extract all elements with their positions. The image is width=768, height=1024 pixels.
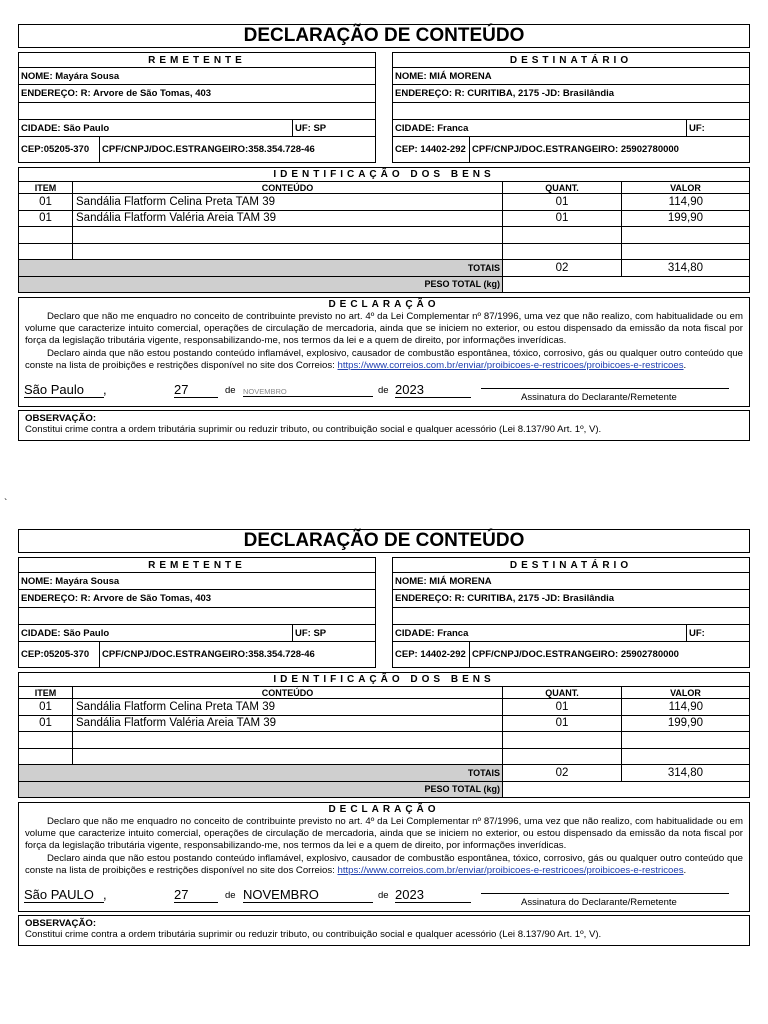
row-content: Sandália Flatform Valéria Areia TAM 39: [73, 210, 503, 227]
row-value: 199,90: [622, 715, 750, 732]
recipient-cep-row: [393, 136, 749, 162]
weight-row: [19, 781, 749, 797]
recipient-address-extra: [393, 607, 749, 624]
recipient-box: [392, 557, 750, 668]
sender-cep: CEP:05205-370: [21, 649, 90, 660]
row-item: 01: [19, 194, 73, 211]
declaration-section: [18, 802, 750, 912]
totals-qty: 02: [503, 260, 622, 277]
recipient-address: ENDEREÇO: R: CURITIBA, 2175 -JD: Brasilândia: [393, 84, 749, 102]
table-row: [19, 210, 749, 227]
goods-section: [18, 167, 750, 293]
parties-section: [18, 557, 750, 668]
sender-address: ENDEREÇO: R: Arvore de São Tomas, 403: [19, 589, 375, 607]
recipient-name: NOME: MIÁ MORENA: [393, 572, 749, 589]
observation-label: OBSERVAÇÃO:: [25, 413, 97, 425]
recipient-city: CIDADE: Franca: [395, 122, 469, 134]
recipient-city-row: [393, 624, 749, 641]
goods-table-header: [19, 687, 749, 699]
totals-qty: 02: [503, 765, 622, 782]
signature-line: [19, 372, 749, 406]
col-qty: QUANT.: [503, 687, 622, 699]
recipient-city-row: [393, 119, 749, 136]
row-qty: 01: [503, 715, 622, 732]
sender-name: NOME: Mayára Sousa: [19, 67, 375, 84]
recipient-uf: UF:: [686, 625, 749, 641]
sender-address: ENDEREÇO: R: Arvore de São Tomas, 403: [19, 84, 375, 102]
recipient-cep: CEP: 14402-292: [395, 649, 466, 660]
table-row: [19, 715, 749, 732]
decl-de-2: de: [378, 385, 389, 397]
row-item: 01: [19, 210, 73, 227]
goods-table-header: [19, 182, 749, 194]
col-value: VALOR: [622, 182, 750, 194]
row-qty: 01: [503, 699, 622, 716]
sender-uf: UF: SP: [292, 120, 375, 136]
goods-section: [18, 672, 750, 798]
stray-mark: `: [4, 498, 8, 509]
sender-cep-row: [19, 641, 375, 667]
sender-name: NOME: Mayára Sousa: [19, 572, 375, 589]
decl-month: NOVEMBRO: [243, 887, 373, 903]
declaration-form: [18, 529, 750, 946]
row-content: Sandália Flatform Valéria Areia TAM 39: [73, 715, 503, 732]
goods-table: [19, 686, 749, 797]
observation-section: [18, 915, 750, 946]
decl-city: São PAULO: [24, 887, 104, 903]
observation-label: OBSERVAÇÃO:: [25, 918, 97, 930]
row-qty: 01: [503, 210, 622, 227]
recipient-uf: UF:: [686, 120, 749, 136]
col-content: CONTEÚDO: [73, 687, 503, 699]
decl-year: 2023: [395, 887, 471, 903]
declaration-header: DECLARAÇÃO: [328, 804, 440, 815]
sender-doc: CPF/CNPJ/DOC.ESTRANGEIRO:358.354.728-46: [99, 137, 375, 162]
declaration-form: [18, 24, 750, 441]
recipient-cep: CEP: 14402-292: [395, 144, 466, 155]
form-title: DECLARAÇÃO DE CONTEÚDO: [18, 529, 750, 553]
recipient-header: DESTINATÁRIO: [509, 54, 633, 66]
recipient-address: ENDEREÇO: R: CURITIBA, 2175 -JD: Brasilândia: [393, 589, 749, 607]
totals-label: TOTAIS: [19, 765, 503, 782]
row-content: Sandália Flatform Celina Preta TAM 39: [73, 194, 503, 211]
sender-city-row: [19, 119, 375, 136]
form-title: DECLARAÇÃO DE CONTEÚDO: [18, 24, 750, 48]
goods-header: IDENTIFICAÇÃO DOS BENS: [273, 169, 495, 180]
weight-value: [503, 781, 750, 797]
recipient-box: [392, 52, 750, 163]
recipient-doc: CPF/CNPJ/DOC.ESTRANGEIRO: 25902780000: [469, 642, 749, 667]
row-value: 199,90: [622, 210, 750, 227]
col-qty: QUANT.: [503, 182, 622, 194]
declaration-text: Declaro que não me enquadro no conceito de contribuinte previsto no art. 4º da Lei Complementar nº 87/1996, uma vez que não realizo, com habitualidade ou em volume que caracterize intuito comercial, operações de circulação de mercadoria, ainda que se iniciem no exterior, ou estou dispensado da emissão da nota fiscal por força da legislação tributária vigente, responsabilizando-me, nos termos da lei e a quem de direito, por informações inverídicas. Declaro ainda que não estou postando conteúdo inflamável, explosivo, causador de combustão espontânea, tóxico, corrosivo, gás ou qualquer outro conteúdo que conste na lista de proibições e restrições disponível no site dos Correios: https://www.correios.com.br/enviar/proibicoes-e-restricoes/proibicoes-e-restricoes.: [25, 311, 743, 371]
row-qty: 01: [503, 194, 622, 211]
totals-value: 314,80: [622, 260, 750, 277]
table-row-empty: [19, 748, 749, 765]
decl-day: 27: [174, 382, 218, 398]
sender-uf: UF: SP: [292, 625, 375, 641]
sender-box: [18, 52, 376, 163]
table-row-empty: [19, 732, 749, 749]
totals-value: 314,80: [622, 765, 750, 782]
declaration-header: DECLARAÇÃO: [328, 299, 440, 310]
observation-text: Constitui crime contra a ordem tributária suprimir ou reduzir tributo, ou contribuição social e qualquer acessório (Lei 8.137/90 Art. 1º, V).: [25, 929, 602, 941]
sender-city-row: [19, 624, 375, 641]
declaration-paragraph-1: Declaro que não me enquadro no conceito de contribuinte previsto no art. 4º da Lei Complementar nº 87/1996, uma vez que não realizo, com habitualidade ou em volume que caracterize intuito comercial, operações de circulação de mercadoria, ainda que se iniciem no exterior, ou estou dispensado da emissão da nota fiscal por força da legislação tributária vigente, responsabilizando-me, nos termos da lei e a quem de direito, por informações inverídicas.: [25, 311, 743, 347]
totals-row: [19, 765, 749, 782]
decl-year: 2023: [395, 382, 471, 398]
declaration-section: [18, 297, 750, 407]
recipient-doc: CPF/CNPJ/DOC.ESTRANGEIRO: 25902780000: [469, 137, 749, 162]
signature-field: [481, 893, 729, 894]
table-row-empty: [19, 227, 749, 244]
decl-day: 27: [174, 887, 218, 903]
parties-section: [18, 52, 750, 163]
col-item: ITEM: [19, 687, 73, 699]
weight-label: PESO TOTAL (kg): [19, 781, 503, 797]
row-value: 114,90: [622, 194, 750, 211]
sender-city: CIDADE: São Paulo: [21, 627, 110, 639]
sender-address-extra: [19, 102, 375, 119]
decl-de-1: de: [225, 890, 236, 902]
sender-header: REMETENTE: [148, 54, 246, 66]
sender-city: CIDADE: São Paulo: [21, 122, 110, 134]
row-item: 01: [19, 715, 73, 732]
row-value: 114,90: [622, 699, 750, 716]
decl-de-2: de: [378, 890, 389, 902]
weight-value: [503, 276, 750, 292]
declaration-paragraph-2: Declaro ainda que não estou postando conteúdo inflamável, explosivo, causador de combustão espontânea, tóxico, corrosivo, gás ou qualquer outro conteúdo que conste na lista de proibições e restrições disponível no site dos Correios:: [25, 347, 743, 371]
observation-text: Constitui crime contra a ordem tributária suprimir ou reduzir tributo, ou contribuição social e qualquer acessório (Lei 8.137/90 Art. 1º, V).: [25, 424, 602, 436]
weight-label: PESO TOTAL (kg): [19, 276, 503, 292]
recipient-address-extra: [393, 102, 749, 119]
sender-doc: CPF/CNPJ/DOC.ESTRANGEIRO:358.354.728-46: [99, 642, 375, 667]
goods-header: IDENTIFICAÇÃO DOS BENS: [273, 674, 495, 685]
col-content: CONTEÚDO: [73, 182, 503, 194]
sender-cep-row: [19, 136, 375, 162]
recipient-header: DESTINATÁRIO: [509, 559, 633, 571]
signature-field: [481, 388, 729, 389]
declaration-paragraph-2: Declaro ainda que não estou postando conteúdo inflamável, explosivo, causador de combustão espontânea, tóxico, corrosivo, gás ou qualquer outro conteúdo que conste na lista de proibições e restrições disponível no site dos Correios:: [25, 852, 743, 876]
recipient-name: NOME: MIÁ MORENA: [393, 67, 749, 84]
declaration-paragraph-1: Declaro que não me enquadro no conceito de contribuinte previsto no art. 4º da Lei Complementar nº 87/1996, uma vez que não realizo, com habitualidade ou em volume que caracterize intuito comercial, operações de circulação de mercadoria, ainda que se iniciem no exterior, ou estou dispensado da emissão da nota fiscal por força da legislação tributária vigente, responsabilizando-me, nos termos da lei e a quem de direito, por informações inverídicas.: [25, 816, 743, 852]
recipient-cep-row: [393, 641, 749, 667]
decl-comma: ,: [103, 887, 107, 903]
col-value: VALOR: [622, 687, 750, 699]
sender-address-extra: [19, 607, 375, 624]
totals-row: [19, 260, 749, 277]
decl-month: NOVEMBRO: [243, 387, 373, 397]
col-item: ITEM: [19, 182, 73, 194]
row-item: 01: [19, 699, 73, 716]
table-row-empty: [19, 243, 749, 260]
decl-city: São Paulo: [24, 382, 104, 398]
signature-line: [19, 877, 749, 911]
table-row: [19, 699, 749, 716]
sender-cep: CEP:05205-370: [21, 144, 90, 155]
sender-header: REMETENTE: [148, 559, 246, 571]
correios-link[interactable]: https://www.correios.com.br/enviar/proibicoes-e-restricoes/proibicoes-e-restricoes: [337, 864, 684, 876]
decl-de-1: de: [225, 385, 236, 397]
signature-label: Assinatura do Declarante/Remetente: [521, 897, 677, 909]
signature-label: Assinatura do Declarante/Remetente: [521, 392, 677, 404]
sender-box: [18, 557, 376, 668]
decl-comma: ,: [103, 382, 107, 398]
recipient-city: CIDADE: Franca: [395, 627, 469, 639]
correios-link[interactable]: https://www.correios.com.br/enviar/proibicoes-e-restricoes/proibicoes-e-restricoes: [337, 359, 684, 371]
declaration-text: Declaro que não me enquadro no conceito de contribuinte previsto no art. 4º da Lei Complementar nº 87/1996, uma vez que não realizo, com habitualidade ou em volume que caracterize intuito comercial, operações de circulação de mercadoria, ainda que se iniciem no exterior, ou estou dispensado da emissão da nota fiscal por força da legislação tributária vigente, responsabilizando-me, nos termos da lei e a quem de direito, por informações inverídicas. Declaro ainda que não estou postando conteúdo inflamável, explosivo, causador de combustão espontânea, tóxico, corrosivo, gás ou qualquer outro conteúdo que conste na lista de proibições e restrições disponível no site dos Correios: https://www.correios.com.br/enviar/proibicoes-e-restricoes/proibicoes-e-restricoes.: [25, 816, 743, 876]
table-row: [19, 194, 749, 211]
observation-section: [18, 410, 750, 441]
totals-label: TOTAIS: [19, 260, 503, 277]
row-content: Sandália Flatform Celina Preta TAM 39: [73, 699, 503, 716]
goods-table: [19, 181, 749, 292]
weight-row: [19, 276, 749, 292]
